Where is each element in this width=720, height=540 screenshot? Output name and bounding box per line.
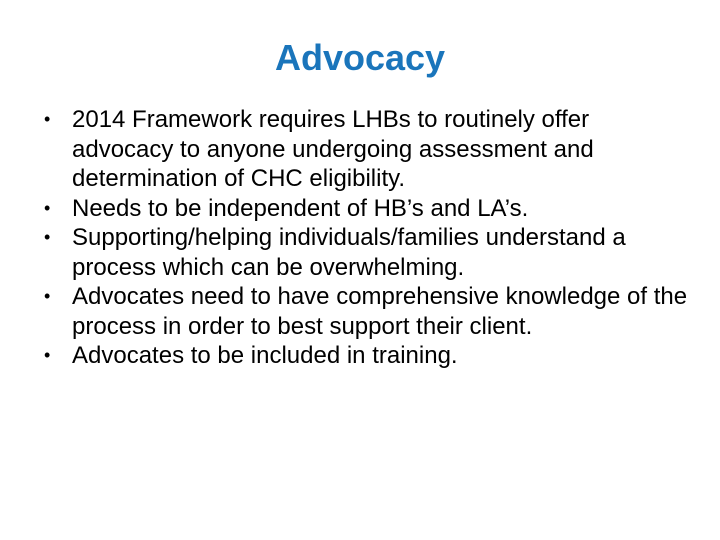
- bullet-dot-icon: •: [44, 345, 51, 365]
- bullet-text: Needs to be independent of HB’s and LA’s.: [72, 194, 529, 222]
- bullet-dot-icon: •: [44, 286, 51, 306]
- bullet-text: Supporting/helping individuals/families understand a process which can be overwhelming.: [72, 224, 626, 281]
- bullet-list: [44, 105, 694, 371]
- bullet-item: [44, 194, 694, 224]
- bullet-text: 2014 Framework requires LHBs to routinely offer advocacy to anyone undergoing assessment and determination of CHC eligibility.: [72, 106, 594, 192]
- slide-title: Advocacy: [274, 37, 446, 78]
- bullet-dot-icon: •: [44, 109, 51, 129]
- bullet-item: [44, 341, 694, 371]
- bullet-item: [44, 282, 694, 341]
- bullet-item: [44, 105, 694, 194]
- bullet-item: [44, 223, 694, 282]
- bullet-dot-icon: •: [44, 227, 51, 247]
- bullet-dot-icon: •: [44, 197, 51, 218]
- bullet-text: Advocates need to have comprehensive knowledge of the process in order to best support their client.: [72, 283, 688, 340]
- bullet-text: Advocates to be included in training.: [72, 342, 458, 369]
